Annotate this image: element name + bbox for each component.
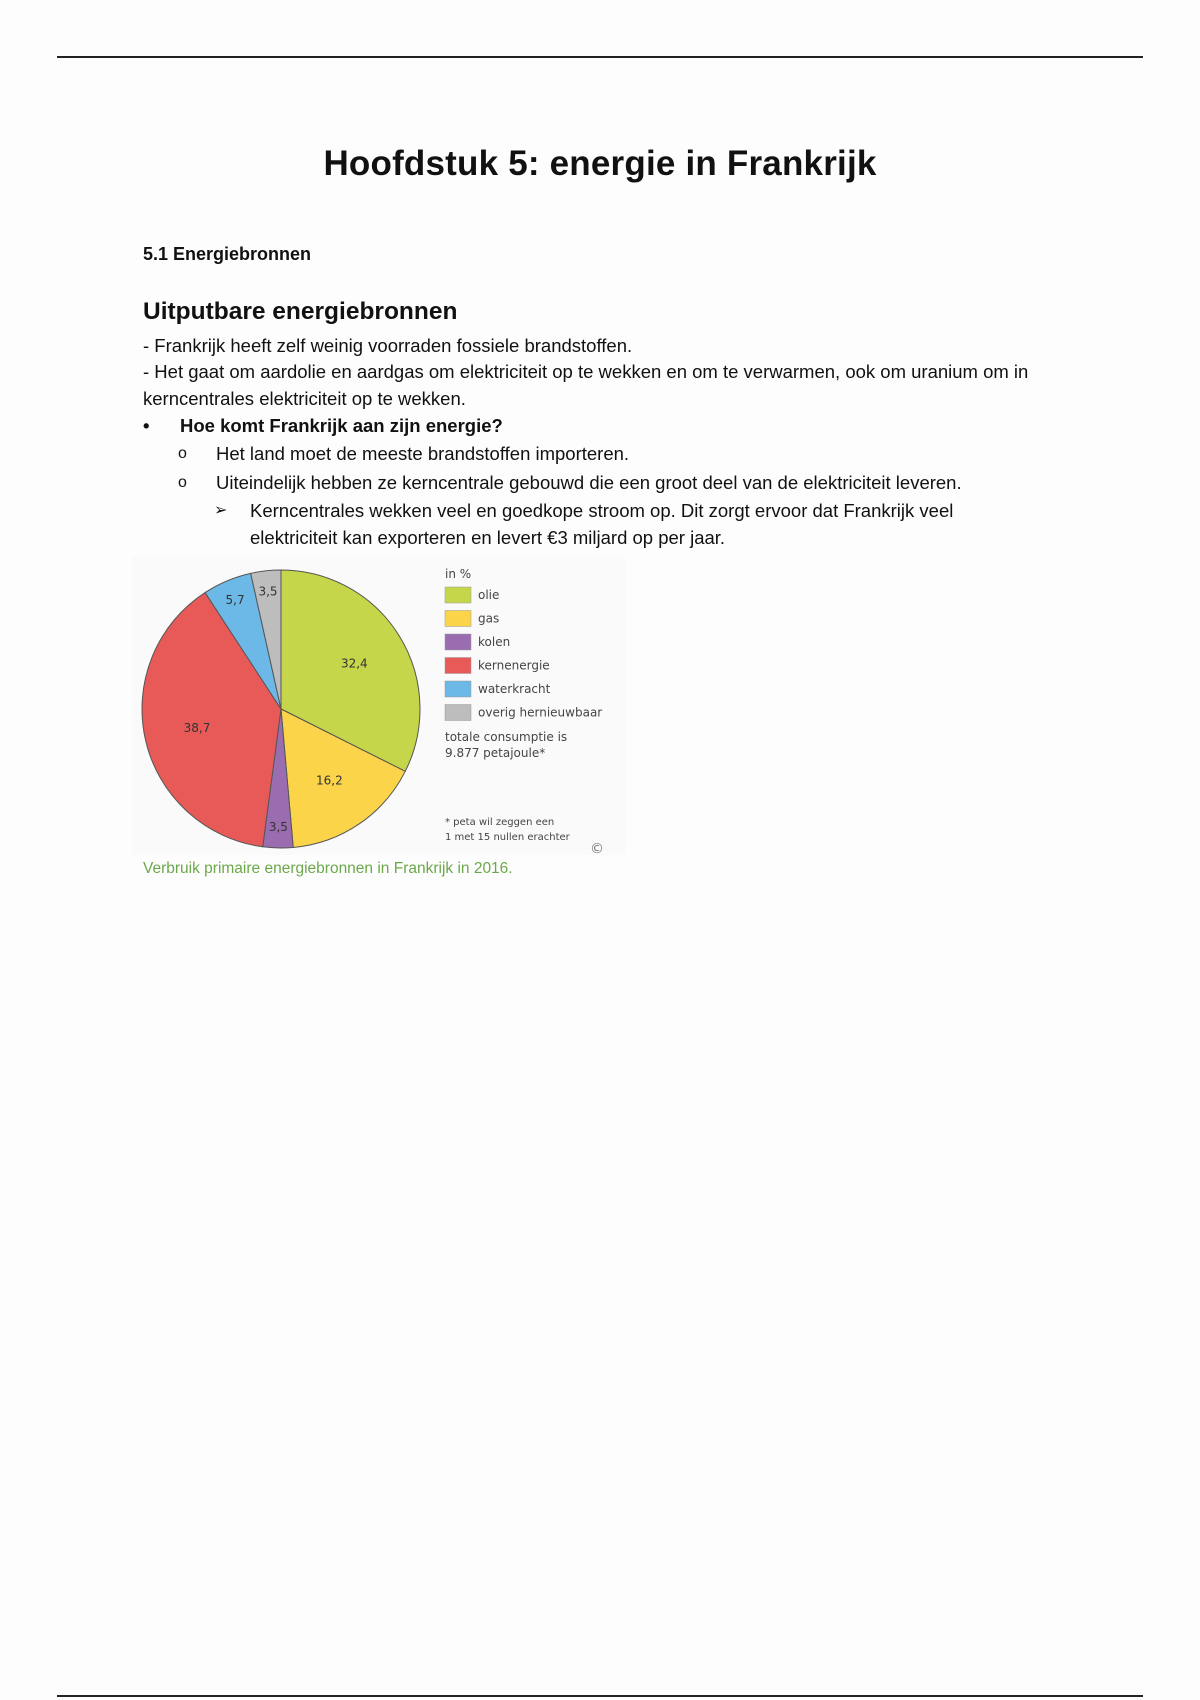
pie-value-label: 38,7 — [183, 721, 211, 736]
bullet-text: Het land moet de meeste brandstoffen importeren. — [216, 443, 630, 464]
legend-swatch — [445, 705, 471, 721]
page-title: Hoofdstuk 5: energie in Frankrijk — [323, 144, 877, 183]
footer-rule — [57, 1695, 1143, 1697]
legend-unit-label: in % — [445, 567, 472, 581]
bullet-text: Hoe komt Frankrijk aan zijn energie? — [180, 415, 503, 436]
bullet-marker: o — [178, 474, 187, 491]
pie-value-label: 3,5 — [268, 820, 288, 835]
legend-label: overig hernieuwbaar — [478, 705, 603, 720]
chart-note: 1 met 15 nullen erachter — [445, 832, 570, 843]
pie-value-label: 5,7 — [225, 593, 245, 608]
section-label: 5.1 Energiebronnen — [143, 244, 312, 264]
bullet-marker: • — [143, 415, 150, 436]
pie-value-label: 32,4 — [340, 656, 368, 671]
bullet-text: Kerncentrales wekken veel en goedkope stroom op. Dit zorgt ervoor dat Frankrijk veel elektriciteit kan exporteren en levert €3 miljard op per jaar. — [250, 500, 954, 548]
pie-value-label: 16,2 — [316, 773, 343, 788]
header-rule — [57, 56, 1143, 58]
paragraph: - Frankrijk heeft zelf weinig voorraden fossiele brandstoffen. — [143, 335, 633, 356]
chart-note: totale consumptie is — [445, 730, 568, 744]
pie-chart — [132, 557, 626, 855]
legend-swatch — [445, 658, 471, 674]
pie-chart-figure — [132, 557, 626, 855]
bullet-marker: ➢ — [214, 502, 228, 519]
legend-label: olie — [478, 588, 500, 602]
legend-label: waterkracht — [478, 682, 551, 696]
legend-label: gas — [478, 611, 500, 626]
chart-note: 9.877 petajoule* — [445, 746, 546, 760]
paragraph: - Het gaat om aardolie en aardgas om elektriciteit op te wekken en om te verwarmen, ook om uranium om in kerncentrales elektriciteit op te wekken. — [143, 361, 1029, 409]
copyright-icon: © — [590, 841, 604, 855]
bullet-text: Uiteindelijk hebben ze kerncentrale gebouwd die een groot deel van de elektriciteit leveren. — [216, 472, 962, 493]
bullet-marker: o — [178, 445, 187, 462]
subheading: Uitputbare energiebronnen — [143, 298, 458, 325]
legend-swatch — [445, 681, 471, 697]
legend-swatch — [445, 611, 471, 627]
legend-swatch — [445, 587, 471, 603]
chart-note: * peta wil zeggen een — [445, 817, 555, 828]
pie-value-label: 3,5 — [258, 584, 278, 599]
legend-label: kernenergie — [478, 658, 550, 673]
legend-swatch — [445, 634, 471, 650]
figure-caption: Verbruik primaire energiebronnen in Frankrijk in 2016. — [143, 860, 513, 877]
legend-label: kolen — [478, 635, 511, 649]
